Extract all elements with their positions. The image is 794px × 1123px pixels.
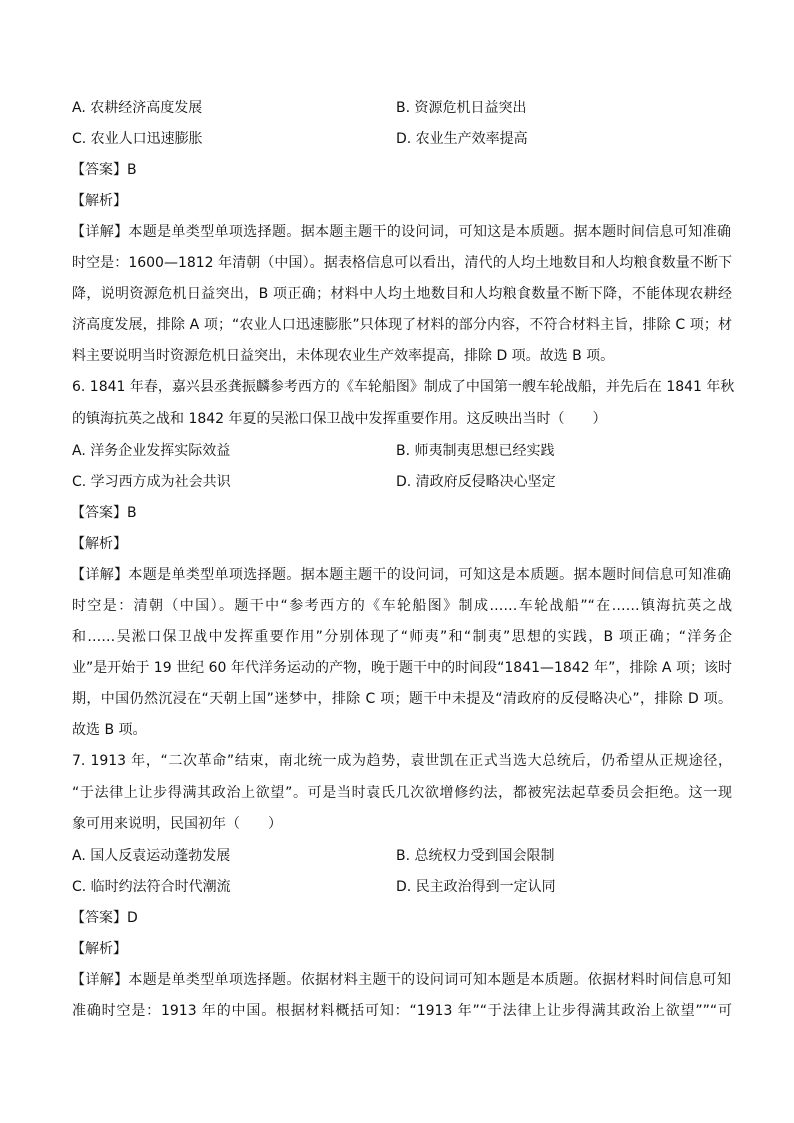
q5-option-d: D. 农业生产效率提高 bbox=[396, 131, 528, 147]
q6-detail-line: 期，中国仍然沉浸在“天朝上国”迷梦中，排除 C 项；题干中未提及“清政府的反侵略决心”，排除 D 项。 bbox=[72, 691, 732, 707]
q6-detail-line: 时空是：清朝（中国）。题干中“参考西方的《车轮船图》制成……车轮战船”“在……镇海抗英之战 bbox=[72, 598, 732, 614]
q5-detail-line: 料主要说明当时资源危机日益突出，未体现农业生产效率提高，排除 D 项。故选 B 项。 bbox=[72, 348, 615, 364]
q6-answer: 【答案】B bbox=[71, 505, 137, 521]
q6-option-c: C. 学习西方成为社会共识 bbox=[72, 474, 231, 490]
q7-option-a: A. 国人反袁运动蓬勃发展 bbox=[72, 848, 231, 864]
q6-option-b: B. 师夷制夷思想已经实践 bbox=[396, 443, 555, 459]
q7-option-d: D. 民主政治得到一定认同 bbox=[396, 879, 556, 895]
q7-option-c: C. 临时约法符合时代潮流 bbox=[72, 879, 231, 895]
q6-stem-line: 的镇海抗英之战和 1842 年夏的吴淞口保卫战中发挥重要作用。这反映出当时（ ） bbox=[72, 411, 607, 427]
q6-detail-line: 故选 B 项。 bbox=[72, 722, 147, 738]
q5-answer: 【答案】B bbox=[71, 162, 137, 178]
q7-detail-line: 【详解】本题是单类型单项选择题。依据材料主题干的设问词可知本题是本质题。依据材料时间信息可知 bbox=[71, 972, 731, 988]
q7-stem-line: 7. 1913 年，“二次革命”结束，南北统一成为趋势，袁世凯在正式当选大总统后，仍希望从正规途径， bbox=[72, 753, 732, 769]
q6-detail-line: 业”是开始于 19 世纪 60 年代洋务运动的产物，晚于题干中的时间段“1841—1842 年”，排除 A 项；该时 bbox=[72, 660, 732, 676]
q5-detail-line: 济高度发展，排除 A 项；“农业人口迅速膨胀”只体现了材料的部分内容，不符合材料主旨，排除 C 项；材 bbox=[72, 317, 732, 333]
q5-detail-line: 时空是：1600—1812 年清朝（中国）。据表格信息可以看出，清代的人均土地数目和人均粮食数量不断下 bbox=[72, 255, 732, 271]
q5-option-b: B. 资源危机日益突出 bbox=[396, 100, 527, 116]
document-page bbox=[71, 0, 735, 1123]
q7-detail-line: 准确时空是：1913 年的中国。根据材料概括可知：“1913 年”“于法律上让步得满其政治上欲望””“可 bbox=[72, 1003, 732, 1019]
q5-option-c: C. 农业人口迅速膨胀 bbox=[72, 131, 203, 147]
q6-option-a: A. 洋务企业发挥实际效益 bbox=[72, 443, 231, 459]
q7-stem-line: “于法律上让步得满其政治上欲望”。可是当时袁氏几次欲增修约法，都被宪法起草委员会拒绝。这一现 bbox=[72, 785, 732, 801]
q7-analysis-label: 【解析】 bbox=[71, 941, 127, 957]
q5-detail-line: 降，说明资源危机日益突出，B 项正确；材料中人均土地数目和人均粮食数量不断下降，不能体现农耕经 bbox=[72, 286, 732, 302]
q6-detail-line: 和……吴淞口保卫战中发挥重要作用”分别体现了“师夷”和“制夷”思想的实践，B 项正确；“洋务企 bbox=[72, 629, 732, 645]
q7-stem-line: 象可用来说明，民国初年（ ） bbox=[72, 816, 282, 832]
q5-detail-line: 【详解】本题是单类型单项选择题。据本题主题干的设问词，可知这是本质题。据本题时间信息可知准确 bbox=[71, 224, 731, 240]
q7-answer: 【答案】D bbox=[71, 910, 138, 926]
q6-stem-line: 6. 1841 年春，嘉兴县丞龚振麟参考西方的《车轮船图》制成了中国第一艘车轮战船，并先后在 1841 年秋 bbox=[72, 379, 735, 395]
q6-option-d: D. 清政府反侵略决心坚定 bbox=[396, 474, 556, 490]
q6-detail-line: 【详解】本题是单类型单项选择题。据本题主题干的设问词，可知这是本质题。据本题时间信息可知准确 bbox=[71, 567, 731, 583]
q7-option-b: B. 总统权力受到国会限制 bbox=[396, 848, 555, 864]
q5-analysis-label: 【解析】 bbox=[71, 193, 127, 209]
q6-analysis-label: 【解析】 bbox=[71, 536, 127, 552]
q5-option-a: A. 农耕经济高度发展 bbox=[72, 100, 203, 116]
